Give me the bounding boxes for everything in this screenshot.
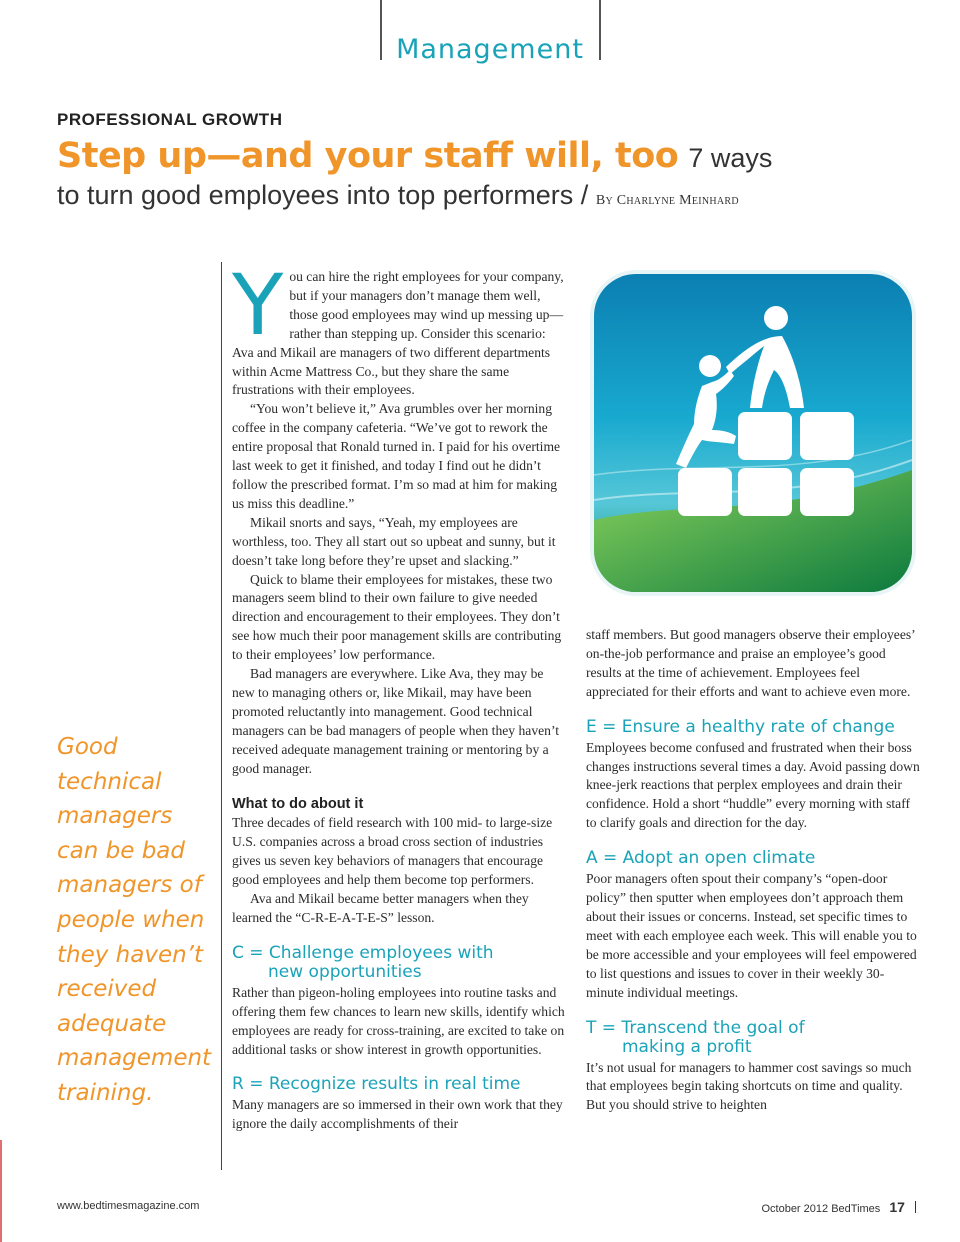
paragraph <box>232 256 568 400</box>
paragraph: Rather than pigeon-holing employees into routine tasks and offering them few chances to learn new skills, identify which employees are ready for cross-training, are excited to take on additional tasks or show interest in growth opportunities. <box>232 984 565 1057</box>
teamwork-illustration-icon <box>590 270 916 596</box>
section-heading-line: C = Challenge employees with <box>232 942 494 963</box>
section-heading-line: T = Transcend the goal of <box>586 1017 805 1038</box>
pull-quote: Good technical managers can be bad managers of people when they haven’t received adequate management training. <box>57 734 212 1106</box>
section-heading-line: making a profit <box>622 1036 752 1057</box>
paragraph: staff members. But good managers observe their employees’ on-the-job performance and praise an employee’s good results at the time of achievement. Employees feel appreciated for their efforts and want to achieve even more. <box>586 627 915 699</box>
footer-url[interactable]: www.bedtimesmagazine.com <box>57 1200 200 1212</box>
paragraph: Bad managers are everywhere. Like Ava, they may be new to managing others or, like Mikail, may have been promoted reluctantly into management. Good technical managers can be bad managers of people when they haven’t received adequate management training or mentoring by a good manager. <box>232 666 559 776</box>
section-heading-e: E = Ensure a healthy rate of change <box>586 716 895 737</box>
headline-main: Step up—and your staff will, too <box>57 136 679 176</box>
body-column-right <box>586 626 921 1115</box>
paragraph: Employees become confused and frustrated when their boss changes instructions several times a day. Avoid passing down knee-jerk reactions that perplex employees and drain their confidence. Hold a short “huddle” every morning with staff to clarify goals and direction for the day. <box>586 739 920 831</box>
footer-issue: October 2012 <box>761 1203 829 1215</box>
dek <box>57 180 739 211</box>
paragraph: Quick to blame their employees for mistakes, these two managers seem blind to their own failure to give needed direction and encouragement to their employees. They don’t see how much their poor management skills are contributing to their employees’ low performance. <box>232 571 562 663</box>
dek-text: to turn good employees into top performers / <box>57 180 589 210</box>
section-heading-a: A = Adopt an open climate <box>586 848 816 869</box>
paragraph: Poor managers often spout their company’s “open-door policy” then sputter when employees don’t approach them about their issues or concerns. Instead, set specific times to meet with each employee each week. This will enable you to be more accessible and your employees will feel empowered to list questions and issues to cover in their weekly 30-minute individual meetings. <box>586 871 917 1000</box>
column-divider <box>221 262 222 1170</box>
paragraph-text: ou can hire the right employees for your company, but if your managers don’t manage them well, those good employees may wind up messing up—rather than stepping up. Consider this scenario: Ava and Mikail are managers of two different departments within Acme Mattress Co., but they share the same frustrations with their employees. <box>232 269 564 398</box>
page-number: 17 <box>889 1199 905 1215</box>
body-column-left <box>232 256 568 1134</box>
footer-magazine: BedTimes <box>831 1203 881 1215</box>
paragraph: “You won’t believe it,” Ava grumbles over her morning coffee in the company cafeteria. “We’ve got to rework the entire proposal that Ronald turned in. I paid for his overtime last week to get it finished, and today I find out he didn’t follow the prescribed format. I’m so mad at him for making us miss this deadline.” <box>232 401 561 511</box>
paragraph: Many managers are so immersed in their own work that they ignore the daily accomplishments of their <box>232 1097 563 1132</box>
footer-divider <box>915 1201 916 1213</box>
paragraph: Three decades of field research with 100 mid- to large-size U.S. companies across a broad cross section of industries gives us seven key behaviors of managers that encourage good employees and help them become top performers. <box>232 815 553 888</box>
section-heading-t <box>586 1019 921 1057</box>
drop-cap: Y <box>232 256 284 354</box>
byline: By Charlyne Meinhard <box>595 193 739 208</box>
section-heading-c <box>232 944 568 982</box>
paragraph: It’s not usual for managers to hammer cost savings so much that employees begin taking shortcuts on time and quality. But you should strive to heighten <box>586 1059 912 1113</box>
paragraph: Mikail snorts and says, “Yeah, my employees are worthless, too. They all start out so upbeat and sunny, but it doesn’t take long before they’re upset and slacking.” <box>232 514 556 568</box>
headline-tail: 7 ways <box>688 143 773 173</box>
section-title: Management <box>396 34 584 65</box>
kicker: PROFESSIONAL GROWTH <box>57 110 283 129</box>
section-heading-line: new opportunities <box>268 961 422 982</box>
footer-folio <box>761 1199 916 1215</box>
section-heading-r: R = Recognize results in real time <box>232 1074 521 1095</box>
paragraph: Ava and Mikail became better managers when they learned the “C-R-E-A-T-E-S” lesson. <box>232 891 529 925</box>
subhead: What to do about it <box>232 796 364 813</box>
page-edge-mark <box>0 1140 2 1242</box>
headline <box>57 136 772 176</box>
